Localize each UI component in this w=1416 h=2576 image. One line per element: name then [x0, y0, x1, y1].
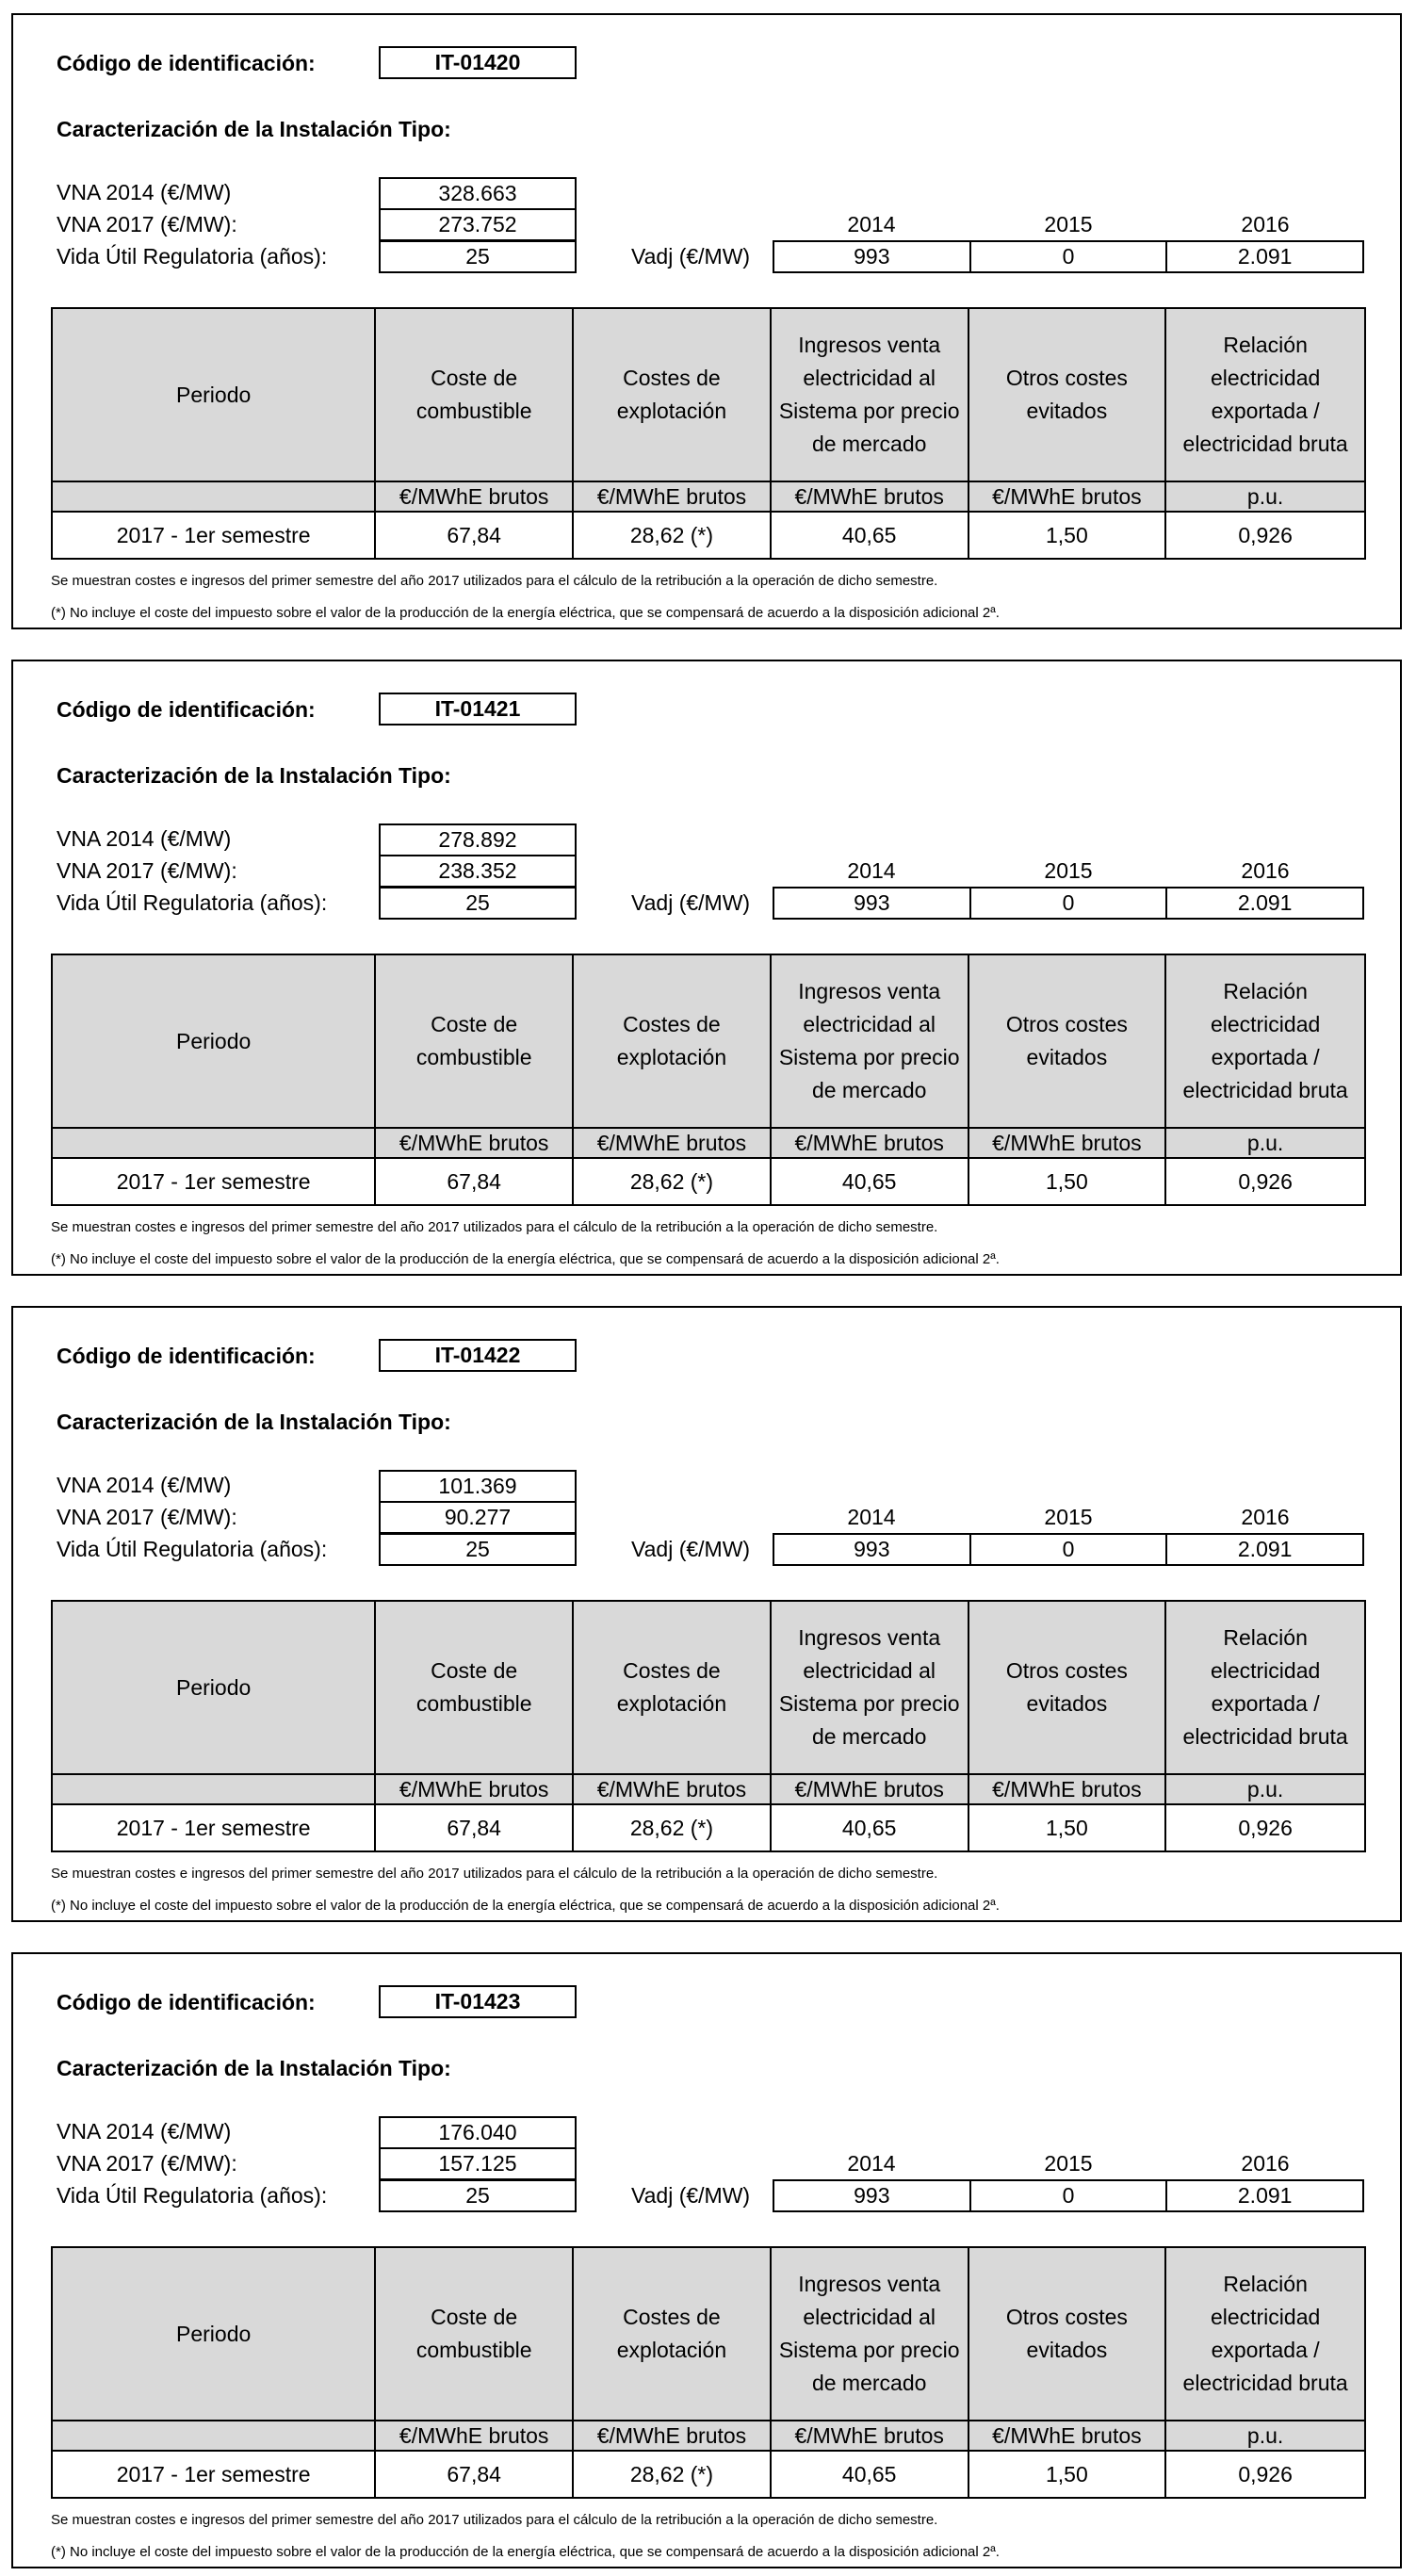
- characterization-heading: Caracterización de la Instalación Tipo:: [57, 763, 451, 788]
- table-header-cell: Relación electricidad exportada / electricidad bruta: [1165, 308, 1365, 481]
- vna2017-label: VNA 2017 (€/MW):: [57, 2151, 237, 2176]
- vna2017-value: 273.752: [379, 208, 577, 241]
- table-unit-cell: p.u.: [1165, 1128, 1365, 1158]
- vida-util-value: 25: [379, 240, 577, 273]
- table-unit-cell: [52, 2421, 375, 2451]
- table-unit-cell: p.u.: [1165, 1774, 1365, 1804]
- year-label: 2015: [1044, 2151, 1093, 2176]
- vna2014-label: VNA 2014 (€/MW): [57, 2119, 232, 2144]
- table-value-cell: 0,926: [1165, 512, 1365, 559]
- table-value-cell: 40,65: [771, 1158, 968, 1205]
- table-unit-cell: p.u.: [1165, 481, 1365, 512]
- year-label: 2015: [1044, 858, 1093, 883]
- vna2017-label: VNA 2017 (€/MW):: [57, 1505, 237, 1529]
- table-value-cell: 67,84: [375, 512, 573, 559]
- table-header-cell: Ingresos venta electricidad al Sistema por precio de mercado: [771, 1601, 968, 1774]
- table-value-cell: 40,65: [771, 1804, 968, 1851]
- table-unit-cell: €/MWhE brutos: [968, 481, 1166, 512]
- table-value-cell: 28,62 (*): [573, 1804, 771, 1851]
- table-header-cell: Coste de combustible: [375, 2247, 573, 2421]
- table-value-cell: 28,62 (*): [573, 1158, 771, 1205]
- footnote-tax: (*) No incluye el coste del impuesto sobre el valor de la producción de la energía eléctrica, que se compensará de acuerdo a la disposición adicional 2ª.: [51, 605, 1000, 621]
- vadj-2014-value: 993: [774, 2181, 971, 2210]
- vadj-2014-value: 993: [774, 1535, 971, 1564]
- footnote-semester: Se muestran costes e ingresos del primer semestre del año 2017 utilizados para el cálculo de la retribución a la operación de dicho semestre.: [51, 1866, 938, 1882]
- vadj-values: [773, 1533, 1364, 1566]
- table-value-cell: 2017 - 1er semestre: [52, 2451, 375, 2498]
- code-label: Código de identificación:: [57, 697, 316, 722]
- year-label: 2016: [1241, 1505, 1290, 1529]
- vadj-label: Vadj (€/MW): [631, 890, 751, 915]
- table-unit-cell: €/MWhE brutos: [375, 1128, 573, 1158]
- year-label: 2015: [1044, 1505, 1093, 1529]
- table-unit-cell: €/MWhE brutos: [573, 1128, 771, 1158]
- table-value-cell: 0,926: [1165, 1804, 1365, 1851]
- vadj-label: Vadj (€/MW): [631, 2183, 751, 2208]
- installation-code: IT-01420: [379, 46, 577, 79]
- vna2014-label: VNA 2014 (€/MW): [57, 826, 232, 851]
- characterization-heading: Caracterización de la Instalación Tipo:: [57, 117, 451, 141]
- vadj-2014-value: 993: [774, 889, 971, 918]
- table-header-cell: Ingresos venta electricidad al Sistema por precio de mercado: [771, 954, 968, 1128]
- table-unit-cell: €/MWhE brutos: [375, 1774, 573, 1804]
- vida-util-value: 25: [379, 887, 577, 920]
- footnote-semester: Se muestran costes e ingresos del primer semestre del año 2017 utilizados para el cálculo de la retribución a la operación de dicho semestre.: [51, 1219, 938, 1235]
- characterization-heading: Caracterización de la Instalación Tipo:: [57, 1410, 451, 1434]
- table-unit-cell: [52, 1128, 375, 1158]
- vna2017-value: 238.352: [379, 855, 577, 888]
- table-value-cell: 0,926: [1165, 2451, 1365, 2498]
- table-header-cell: Relación electricidad exportada / electricidad bruta: [1165, 954, 1365, 1128]
- code-label: Código de identificación:: [57, 1344, 316, 1368]
- vadj-label: Vadj (€/MW): [631, 244, 751, 269]
- vadj-values: [773, 240, 1364, 273]
- table-unit-cell: €/MWhE brutos: [968, 2421, 1166, 2451]
- vadj-label: Vadj (€/MW): [631, 1537, 751, 1561]
- table-value-cell: 67,84: [375, 1158, 573, 1205]
- footnote-tax: (*) No incluye el coste del impuesto sobre el valor de la producción de la energía eléctrica, que se compensará de acuerdo a la disposición adicional 2ª.: [51, 1251, 1000, 1267]
- table-unit-cell: €/MWhE brutos: [771, 481, 968, 512]
- code-label: Código de identificación:: [57, 51, 316, 75]
- table-unit-cell: €/MWhE brutos: [771, 2421, 968, 2451]
- table-header-cell: Costes de explotación: [573, 954, 771, 1128]
- table-unit-cell: €/MWhE brutos: [375, 2421, 573, 2451]
- table-value-cell: 28,62 (*): [573, 2451, 771, 2498]
- vna2017-label: VNA 2017 (€/MW):: [57, 858, 237, 883]
- table-header-cell: Otros costes evitados: [968, 308, 1166, 481]
- table-header-cell: Otros costes evitados: [968, 1601, 1166, 1774]
- footnote-tax: (*) No incluye el coste del impuesto sobre el valor de la producción de la energía eléctrica, que se compensará de acuerdo a la disposición adicional 2ª.: [51, 2544, 1000, 2560]
- vadj-2015-value: 0: [971, 2181, 1168, 2210]
- year-label: 2014: [847, 858, 896, 883]
- table-header-cell: Periodo: [52, 954, 375, 1128]
- table-value-cell: 1,50: [968, 1158, 1166, 1205]
- characterization-heading: Caracterización de la Instalación Tipo:: [57, 2056, 451, 2080]
- vida-util-label: Vida Útil Regulatoria (años):: [57, 1537, 328, 1561]
- table-header-cell: Periodo: [52, 308, 375, 481]
- cost-table: [51, 1600, 1366, 1852]
- table-unit-cell: €/MWhE brutos: [375, 481, 573, 512]
- vida-util-label: Vida Útil Regulatoria (años):: [57, 2183, 328, 2208]
- year-label: 2016: [1241, 212, 1290, 236]
- vna2014-value: 328.663: [379, 177, 577, 210]
- table-value-cell: 67,84: [375, 2451, 573, 2498]
- cost-table: [51, 2246, 1366, 2499]
- vadj-2016-value: 2.091: [1237, 244, 1293, 269]
- table-value-cell: 2017 - 1er semestre: [52, 1158, 375, 1205]
- table-unit-cell: [52, 1774, 375, 1804]
- vadj-values: [773, 887, 1364, 920]
- table-unit-cell: €/MWhE brutos: [771, 1774, 968, 1804]
- table-header-cell: Periodo: [52, 1601, 375, 1774]
- year-label: 2016: [1241, 2151, 1290, 2176]
- vna2014-label: VNA 2014 (€/MW): [57, 1473, 232, 1497]
- vida-util-value: 25: [379, 1533, 577, 1566]
- vna2017-value: 157.125: [379, 2147, 577, 2180]
- table-header-cell: Costes de explotación: [573, 308, 771, 481]
- year-label: 2014: [847, 1505, 896, 1529]
- vna2014-label: VNA 2014 (€/MW): [57, 180, 232, 204]
- vadj-2016-value: 2.091: [1237, 1537, 1293, 1561]
- table-header-cell: Ingresos venta electricidad al Sistema por precio de mercado: [771, 308, 968, 481]
- vna2014-value: 176.040: [379, 2116, 577, 2149]
- year-label: 2016: [1241, 858, 1290, 883]
- table-value-cell: 1,50: [968, 1804, 1166, 1851]
- vadj-values: [773, 2179, 1364, 2212]
- table-unit-cell: €/MWhE brutos: [968, 1128, 1166, 1158]
- table-header-cell: Coste de combustible: [375, 954, 573, 1128]
- table-value-cell: 67,84: [375, 1804, 573, 1851]
- year-label: 2014: [847, 212, 896, 236]
- vna2017-value: 90.277: [379, 1501, 577, 1534]
- table-value-cell: 1,50: [968, 2451, 1166, 2498]
- table-value-cell: 40,65: [771, 2451, 968, 2498]
- vida-util-label: Vida Útil Regulatoria (años):: [57, 244, 328, 269]
- table-header-cell: Ingresos venta electricidad al Sistema por precio de mercado: [771, 2247, 968, 2421]
- cost-table: [51, 954, 1366, 1206]
- table-unit-cell: p.u.: [1165, 2421, 1365, 2451]
- installation-panel: [11, 660, 1402, 1276]
- table-header-cell: Otros costes evitados: [968, 2247, 1166, 2421]
- vadj-2015-value: 0: [971, 889, 1168, 918]
- table-unit-cell: €/MWhE brutos: [573, 2421, 771, 2451]
- table-header-cell: Periodo: [52, 2247, 375, 2421]
- code-label: Código de identificación:: [57, 1990, 316, 2014]
- vadj-2015-value: 0: [971, 242, 1168, 271]
- installation-panel: [11, 1306, 1402, 1922]
- footnote-semester: Se muestran costes e ingresos del primer semestre del año 2017 utilizados para el cálculo de la retribución a la operación de dicho semestre.: [51, 2512, 938, 2528]
- table-header-cell: Coste de combustible: [375, 308, 573, 481]
- year-label: 2014: [847, 2151, 896, 2176]
- table-header-cell: Coste de combustible: [375, 1601, 573, 1774]
- table-unit-cell: €/MWhE brutos: [573, 1774, 771, 1804]
- table-unit-cell: €/MWhE brutos: [968, 1774, 1166, 1804]
- footnote-semester: Se muestran costes e ingresos del primer semestre del año 2017 utilizados para el cálculo de la retribución a la operación de dicho semestre.: [51, 573, 938, 589]
- table-value-cell: 40,65: [771, 512, 968, 559]
- table-value-cell: 1,50: [968, 512, 1166, 559]
- table-value-cell: 28,62 (*): [573, 512, 771, 559]
- table-header-cell: Relación electricidad exportada / electricidad bruta: [1165, 1601, 1365, 1774]
- vna2014-value: 278.892: [379, 823, 577, 856]
- vadj-2014-value: 993: [774, 242, 971, 271]
- table-header-cell: Relación electricidad exportada / electricidad bruta: [1165, 2247, 1365, 2421]
- table-value-cell: 0,926: [1165, 1158, 1365, 1205]
- cost-table: [51, 307, 1366, 560]
- footnote-tax: (*) No incluye el coste del impuesto sobre el valor de la producción de la energía eléctrica, que se compensará de acuerdo a la disposición adicional 2ª.: [51, 1898, 1000, 1914]
- vadj-2016-value: 2.091: [1237, 2183, 1293, 2208]
- installation-panel: [11, 1952, 1402, 2568]
- vida-util-value: 25: [379, 2179, 577, 2212]
- table-header-cell: Costes de explotación: [573, 1601, 771, 1774]
- vna2014-value: 101.369: [379, 1470, 577, 1503]
- table-header-cell: Costes de explotación: [573, 2247, 771, 2421]
- year-label: 2015: [1044, 212, 1093, 236]
- vadj-2015-value: 0: [971, 1535, 1168, 1564]
- vadj-2016-value: 2.091: [1237, 890, 1293, 915]
- table-header-cell: Otros costes evitados: [968, 954, 1166, 1128]
- installation-code: IT-01422: [379, 1339, 577, 1372]
- vna2017-label: VNA 2017 (€/MW):: [57, 212, 237, 236]
- installation-code: IT-01423: [379, 1985, 577, 2018]
- table-unit-cell: €/MWhE brutos: [573, 481, 771, 512]
- table-value-cell: 2017 - 1er semestre: [52, 512, 375, 559]
- table-unit-cell: [52, 481, 375, 512]
- installation-panel: [11, 13, 1402, 629]
- table-unit-cell: €/MWhE brutos: [771, 1128, 968, 1158]
- vida-util-label: Vida Útil Regulatoria (años):: [57, 890, 328, 915]
- installation-code: IT-01421: [379, 693, 577, 726]
- table-value-cell: 2017 - 1er semestre: [52, 1804, 375, 1851]
